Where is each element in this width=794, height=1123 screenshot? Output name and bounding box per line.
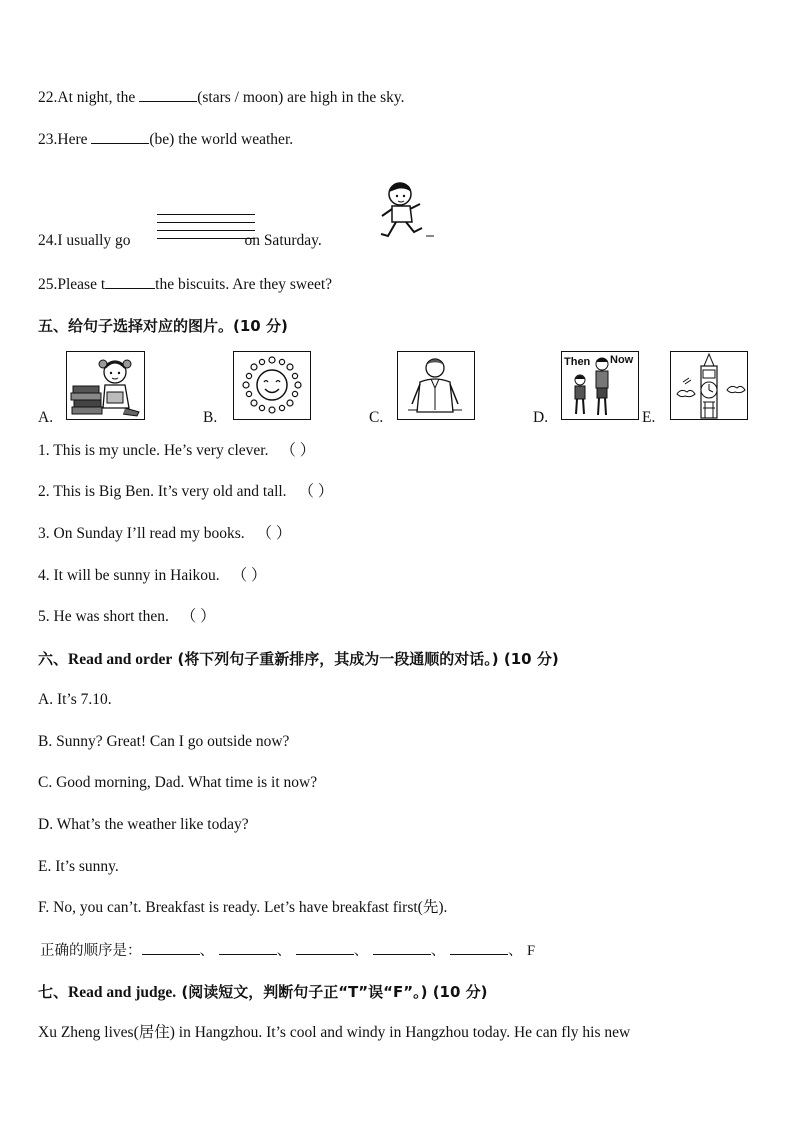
order-blank-1[interactable] <box>142 940 200 955</box>
option-e-picture <box>670 351 748 420</box>
item-text: 1. This is my uncle. He’s very clever. <box>38 442 269 459</box>
order-blank-2[interactable] <box>219 940 277 955</box>
section-5-title: 五、给句子选择对应的图片。(10 分) <box>38 317 288 335</box>
question-number: 23. <box>38 131 58 148</box>
question-text-post: on Saturday. <box>244 232 322 249</box>
answer-paren[interactable]: （ ） <box>231 567 267 584</box>
option-c-label: C. <box>369 409 384 426</box>
question-number: 25. <box>38 276 58 293</box>
separator: 、 <box>507 943 523 959</box>
question-text-post: the biscuits. Are they sweet? <box>155 276 333 293</box>
item-text: 3. On Sunday I’ll read my books. <box>38 525 245 542</box>
option-d-picture <box>561 351 639 420</box>
reading-passage: Xu Zheng lives(居住) in Hangzhou. It’s cool and windy in Hangzhou today. He can fly his new <box>38 1024 631 1041</box>
then-label: Then <box>564 356 591 368</box>
question-text-post: (be) the world weather. <box>149 131 294 148</box>
separator: 、 <box>276 943 292 959</box>
answer-paren[interactable]: （ ） <box>298 483 334 500</box>
matching-item-2 <box>38 482 333 502</box>
section-number: 六、 <box>38 650 69 668</box>
question-text-pre: Here <box>57 131 88 148</box>
answer-paren[interactable]: （ ） <box>180 608 216 625</box>
man-in-suit-icon <box>398 352 474 419</box>
item-text: 2. This is Big Ben. It’s very old and tall. <box>38 483 287 500</box>
section-number: 七、 <box>38 983 69 1001</box>
dialogue-sentence-b: B. Sunny? Great! Can I go outside now? <box>38 733 290 750</box>
option-a-label: A. <box>38 409 54 426</box>
answer-blank[interactable] <box>139 87 197 102</box>
order-answer-row <box>40 940 535 961</box>
sun-icon <box>234 352 310 419</box>
matching-item-1 <box>38 441 315 461</box>
dialogue-sentence-f: F. No, you can’t. Breakfast is ready. Let’s have breakfast first(先). <box>38 899 448 916</box>
section-instructions: (阅读短文，判断句子正“T”误“F”。) (10 分) <box>181 983 488 1001</box>
option-e-label: E. <box>642 409 656 426</box>
answer-blank[interactable] <box>91 129 149 144</box>
matching-item-4 <box>38 566 266 586</box>
question-number: 22. <box>38 89 58 106</box>
question-text-pre: I usually go <box>57 232 131 249</box>
item-text: 4. It will be sunny in Haikou. <box>38 567 220 584</box>
big-ben-icon <box>671 352 747 419</box>
running-boy-icon <box>378 178 438 248</box>
order-blank-5[interactable] <box>450 940 508 955</box>
separator: 、 <box>353 943 369 959</box>
question-25 <box>38 274 332 295</box>
girl-reading-books-icon <box>67 352 144 419</box>
answer-last: F <box>527 943 536 959</box>
option-c-picture <box>397 351 475 420</box>
question-22 <box>38 87 405 108</box>
order-blank-4[interactable] <box>373 940 431 955</box>
separator: 、 <box>430 943 446 959</box>
matching-item-5 <box>38 607 216 627</box>
section-title-en: Read and order <box>68 651 173 668</box>
dialogue-sentence-e: E. It’s sunny. <box>38 858 119 875</box>
answer-paren[interactable]: （ ） <box>256 525 292 542</box>
now-label: Now <box>610 354 634 366</box>
question-23 <box>38 129 293 150</box>
option-a-picture <box>66 351 145 420</box>
answer-paren[interactable]: （ ） <box>280 442 316 459</box>
matching-item-3 <box>38 524 291 544</box>
then-now-boys-icon <box>562 352 638 419</box>
item-text: 5. He was short then. <box>38 608 169 625</box>
question-text-post: (stars / moon) are high in the sky. <box>197 89 405 106</box>
answer-blank[interactable] <box>105 274 155 289</box>
question-number: 24. <box>38 232 58 249</box>
option-b-label: B. <box>203 409 218 426</box>
writing-lines[interactable] <box>157 214 255 246</box>
question-text-pre: Please t <box>57 276 106 293</box>
section-title-en: Read and judge. <box>68 984 177 1001</box>
section-6-title <box>38 649 559 670</box>
dialogue-sentence-c: C. Good morning, Dad. What time is it now? <box>38 774 318 791</box>
question-text-pre: At night, the <box>57 89 136 106</box>
option-d-label: D. <box>533 409 549 426</box>
section-7-title <box>38 982 488 1003</box>
dialogue-sentence-d: D. What’s the weather like today? <box>38 816 249 833</box>
order-blank-3[interactable] <box>296 940 354 955</box>
section-instructions: (将下列句子重新排序，其成为一段通顺的对话。) (10 分) <box>177 650 559 668</box>
option-b-picture <box>233 351 311 420</box>
separator: 、 <box>199 943 214 959</box>
answer-prefix: 正确的顺序是： <box>40 943 142 959</box>
dialogue-sentence-a: A. It’s 7.10. <box>38 691 112 708</box>
